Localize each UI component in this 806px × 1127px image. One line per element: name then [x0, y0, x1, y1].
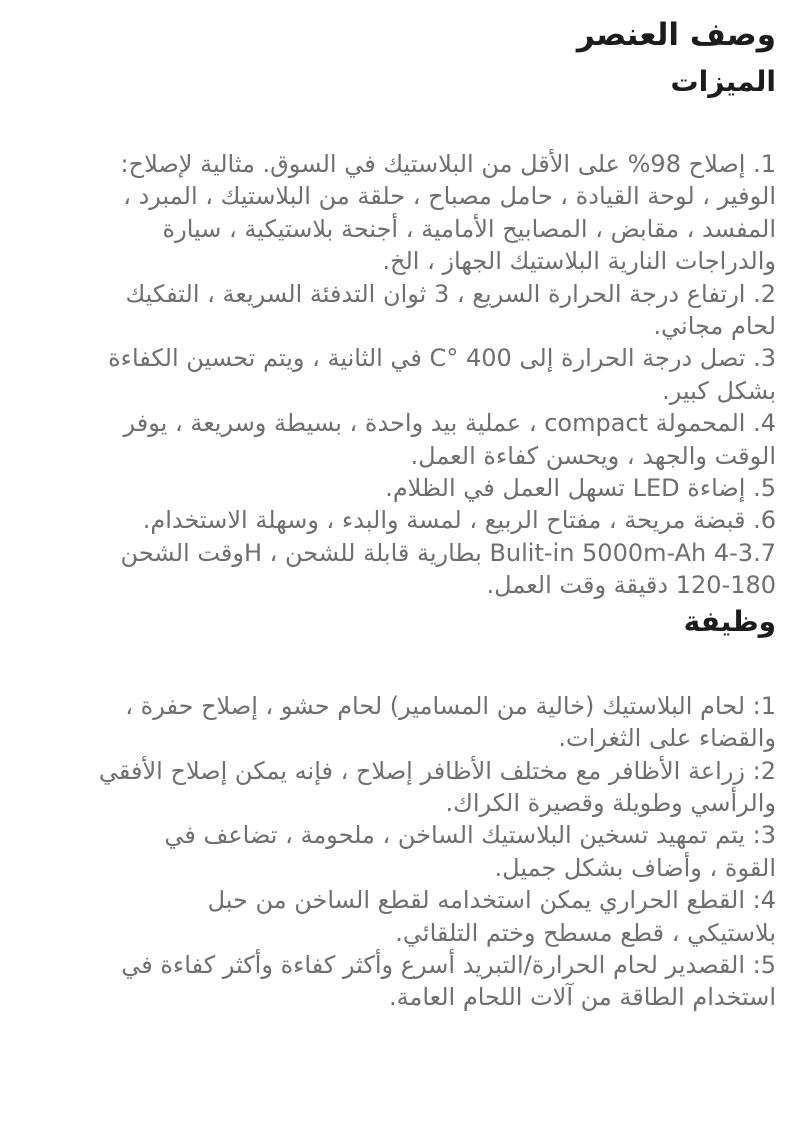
functions-list: [8, 690, 776, 1014]
function-item-2: 2: زراعة الأظافر مع مختلف الأظافر إصلاح ، فإنه يمكن إصلاح الأفقي والرأسي وطويلة وقصيرة الكراك.: [98, 756, 776, 817]
features-heading: الميزات: [670, 65, 776, 98]
feature-item-7: 7.Bulit-in 5000m-Ah 4-3 بطارية قابلة للشحن ، Hوقت الشحن 120-180 دقيقة وقت العمل.: [120, 538, 776, 600]
feature-item-1: 1. إصلاح 98% على الأقل من البلاستيك في السوق. مثالية لإصلاح: الوفير ، لوحة القيادة ، حامل مصباح ، حلقة من البلاستيك ، المبرد ، المفسد ، مقابض ، المصابيح الأمامية ، أجنحة بلاستيكية ، سيارة والدراجات النارية البلاستيك الجهاز ، الخ.: [120, 150, 776, 276]
function-item-1: 1: لحام البلاستيك (خالية من المسامير) لحام حشو ، إصلاح حفرة ، والقضاء على الثغرات.: [125, 691, 776, 753]
feature-item-2: 2. ارتفاع درجة الحرارة السريع ، 3 ثوان التدفئة السريعة ، التفكيك لحام مجاني.: [125, 279, 776, 341]
feature-item-6: 6. قبضة مريحة ، مفتاح الربيع ، لمسة والبدء ، وسهلة الاستخدام.: [142, 506, 776, 535]
function-item-5: 5: القصدير لحام الحرارة/التبريد أسرع وأكثر كفاءة وأكثر كفاءة في استخدام الطاقة من آلات اللحام العامة.: [121, 950, 776, 1012]
feature-item-4: 4. المحمولة compact ، عملية بيد واحدة ، بسيطة وسريعة ، يوفر الوقت والجهد ، ويحسن كفاءة العمل.: [123, 409, 776, 470]
feature-item-5: 5. إضاءة LED تسهل العمل في الظلام.: [385, 474, 776, 503]
page-title: وصف العنصر: [576, 17, 776, 53]
function-item-3: 3: يتم تمهيد تسخين البلاستيك الساخن ، ملحومة ، تضاعف في القوة ، وأضاف بشكل جميل.: [164, 821, 776, 882]
feature-item-3: 3. تصل درجة الحرارة إلى 400 °C في الثانية ، ويتم تحسين الكفاءة بشكل كبير.: [108, 344, 776, 405]
functions-heading: وظيفة: [683, 604, 776, 638]
function-item-4: 4: القطع الحراري يمكن استخدامه لقطع الساخن من حبل بلاستيكي ، قطع مسطح وختم التلقائي.: [207, 886, 776, 947]
features-list: [8, 148, 776, 602]
